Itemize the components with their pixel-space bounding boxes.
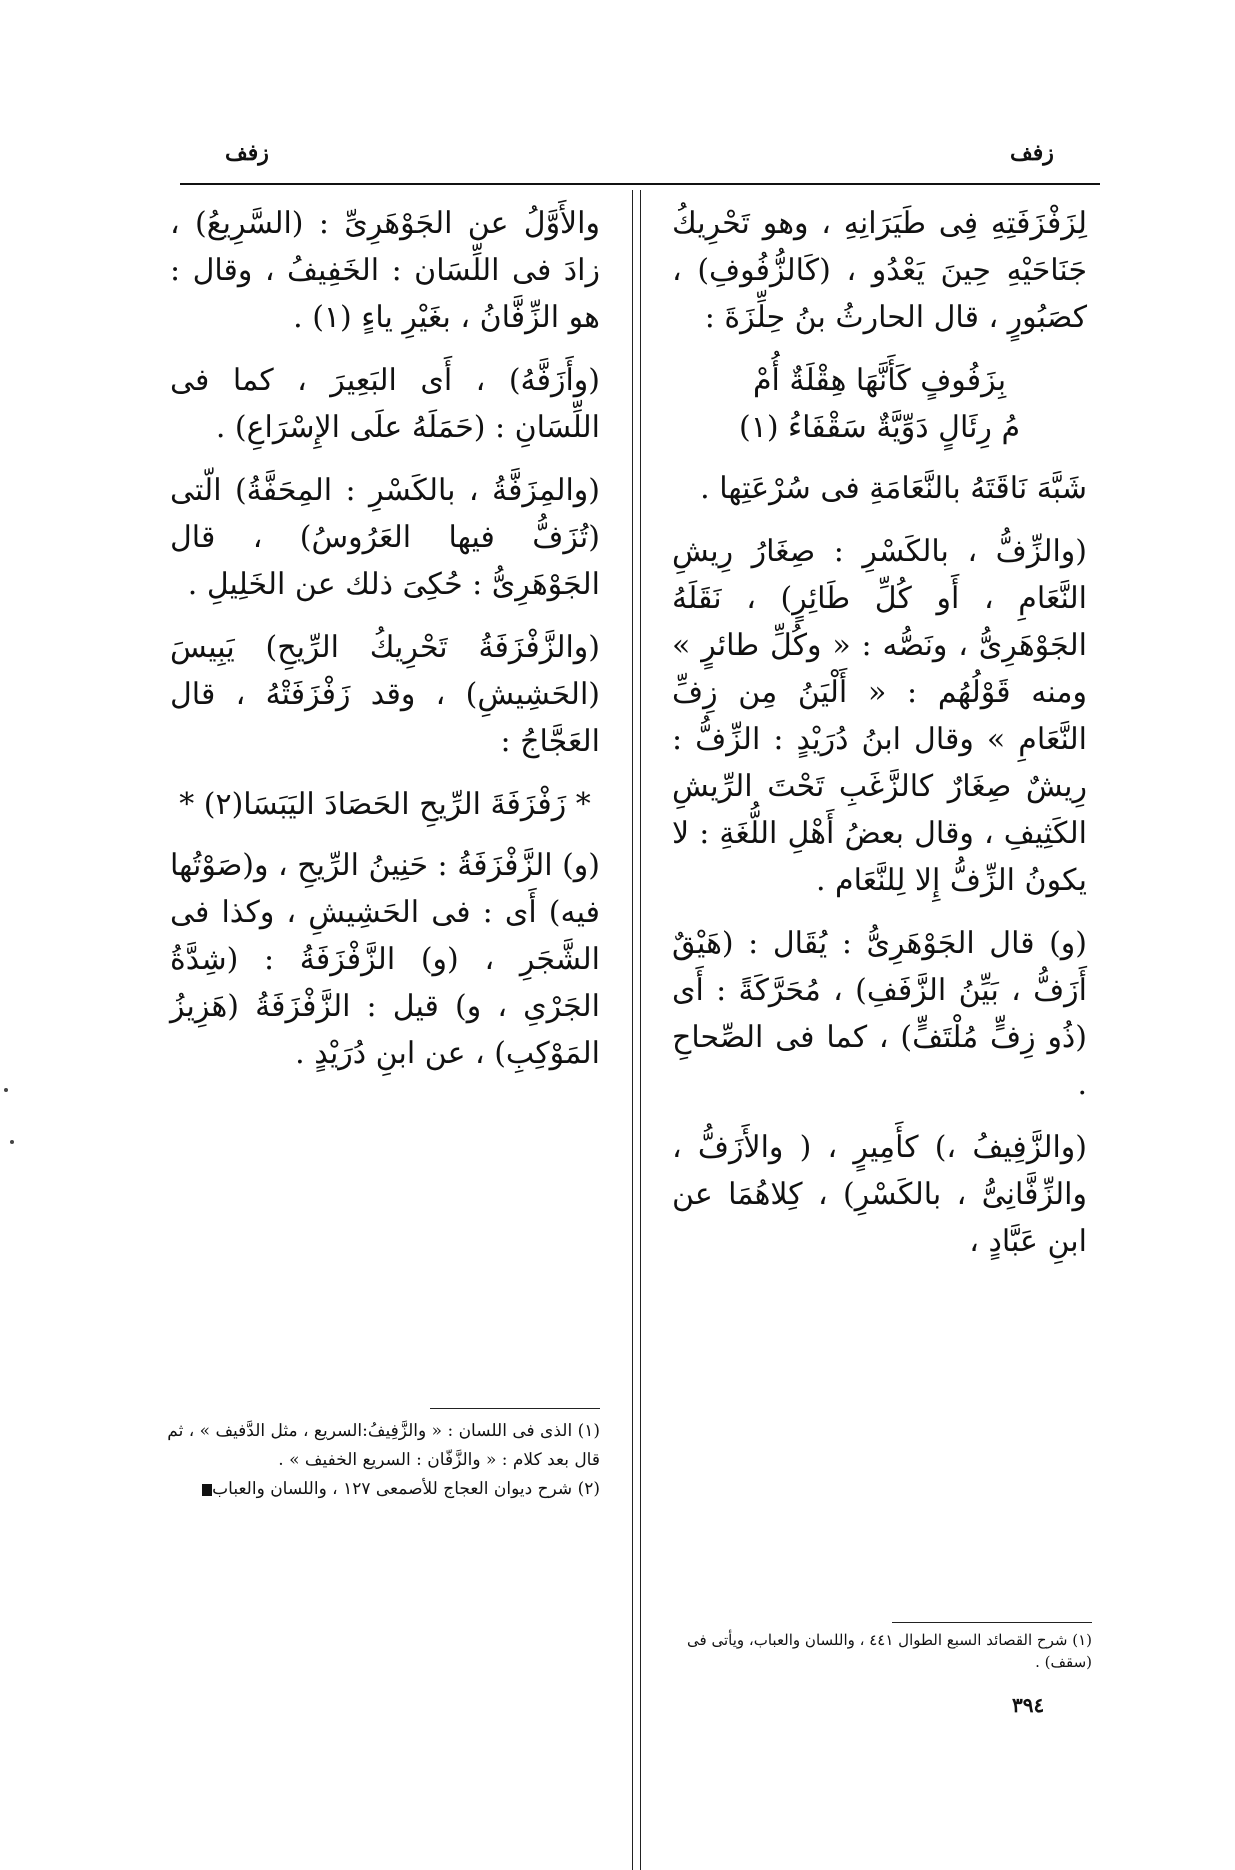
- header-word-left: زفف: [225, 140, 269, 166]
- column-divider-second: [640, 190, 641, 1870]
- left-footnote-2: (٢) شرح ديوان العجاج للأصمعى ١٢٧ ، واللسان والعباب: [212, 1479, 600, 1499]
- right-paragraph-2: شَبَّهَ نَاقَتَهُ بالنَّعَامَةِ فى سُرْعَتِها .: [700, 471, 1087, 506]
- right-footnotes: [672, 1622, 1092, 1673]
- header-rule: [180, 183, 1100, 185]
- right-verse: [672, 357, 1087, 451]
- right-paragraph-1: لِزَفْزَفَتِهِ فِى طَيَرَانِهِ ، وهو تَحْرِيكُ جَنَاحَيْهِ حِينَ يَعْدُو ، (كَالزُّفُوفِ) ، كصَبُورٍ ، قال الحارثُ بنُ حِلِّزَةَ :: [672, 206, 1087, 335]
- right-footnote-1: (١) شرح القصائد السبع الطوال ٤٤١ ، واللسان والعباب، ويأتى فى (سقف) .: [687, 1631, 1092, 1671]
- left-footnote-1: (١) الذى فى اللسان : « والزَّفِيفُ:السريع ، مثل الدَّفيف » ، ثم قال بعد كلام : « والزَّفّان : السريع الخفيف » .: [167, 1421, 600, 1470]
- scan-speck-icon-2: [10, 1140, 14, 1144]
- right-paragraph-5: (والزَّفِيفُ ،) كأَمِيرٍ ، ( والأَزَفُّ ، والزِّفَّانِىُّ ، بالكَسْرِ) ، كِلاهُمَا عن ابنِ عَبَّادٍ ،: [672, 1130, 1087, 1259]
- left-paragraph-4: (والزَّفْزَفَةُ تَحْرِيكُ الرِّيحِ) يَبِيسَ (الحَشِيشِ) ، وقد زَفْزَفَتْهُ ، قال العَجَّاجُ :: [170, 630, 600, 759]
- right-paragraph-4: (و) قال الجَوْهَرِىُّ : يُقَال : (هَيْقٌ أَزَفُّ ، بَيِّنُ الزَّفَفِ) ، مُحَرَّكَةً : أَى (ذُو زِفٍّ مُلْتَفٍّ) ، كما فى الصِّحاحِ .: [672, 926, 1087, 1102]
- footnote-marker-icon: [202, 1484, 212, 1496]
- header-word-right: زفف: [1010, 140, 1054, 166]
- left-paragraph-2: (وأَزَفَّهُ) ، أَى البَعِيرَ ، كما فى اللِّسَانِ : (حَمَلَهُ علَى الإِسْرَاعِ) .: [170, 363, 600, 445]
- right-verse-line-2: مُ رِئَالٍ دَوِّيَّةٌ سَقْفَاءُ (١): [738, 410, 1021, 445]
- left-footnotes: [160, 1392, 600, 1504]
- right-footnote-rule: [892, 1622, 1092, 1623]
- left-paragraph-5: (و) الزَّفْزَفَةُ : حَنِينُ الرِّيحِ ، و(صَوْتُها فيه) أَى : فى الحَشِيشِ ، وكذا فى الشَّجَرِ ، (و) الزَّفْزَفَةُ : (شِدَّةُ الجَرْىِ ، و) قيل : الزَّفْزَفَةُ (هَزِيزُ المَوْكِبِ) ، عن ابنِ دُرَيْدٍ .: [170, 848, 600, 1071]
- scan-speck-icon: [4, 1088, 8, 1092]
- left-paragraph-1: والأَوَّلُ عن الجَوْهَرِىِّ : (السَّرِيعُ) ، زادَ فى اللِّسَان : الخَفِيفُ ، وقال : هو الزِّفَّانُ ، بغَيْرِ ياءٍ (١) .: [170, 206, 600, 335]
- right-verse-line-1: بِزَفُوفٍ كَأَنَّهَا هِقْلَةٌ أُمْ: [752, 363, 1007, 398]
- left-footnote-2-row: [160, 1475, 600, 1504]
- left-column: [170, 200, 600, 1093]
- column-divider: [632, 190, 633, 1870]
- left-paragraph-3: (والمِزَفَّةُ ، بالكَسْرِ : المِحَفَّةُ) الّتى (تُزَفُّ فيها العَرُوسُ) ، قال الجَوْهَرِىُّ : حُكِىَ ذلك عن الخَلِيلِ .: [170, 473, 600, 602]
- right-column: [672, 200, 1087, 1281]
- left-footnote-rule: [430, 1408, 600, 1409]
- right-paragraph-3: (والزِّفُّ ، بالكَسْرِ : صِغَارُ رِيشِ النَّعَامِ ، أَو كُلِّ طَائِرٍ) ، نَقَلَهُ الجَوْهَرِىُّ ، ونَصُّه : « وكُلِّ طائرٍ » ومنه قَوْلُهُم : « أَلْيَنُ مِن زِفِّ النَّعَامِ » وقال ابنُ دُرَيْدٍ : الزِّفُّ : رِيشٌ صِغَارٌ كالزَّغَبِ تَحْتَ الرِّيشِ الكَثِيفِ ، وقال بعضُ أَهْلِ اللُّغَةِ : لا يكونُ الزِّفُّ إِلا لِلنَّعَام .: [672, 534, 1087, 898]
- page-number: ٣٩٤: [1012, 1693, 1045, 1717]
- left-verse: * زَفْزَفَةَ الرِّيحِ الحَصَادَ اليَبَسَا(٢) *: [179, 787, 591, 822]
